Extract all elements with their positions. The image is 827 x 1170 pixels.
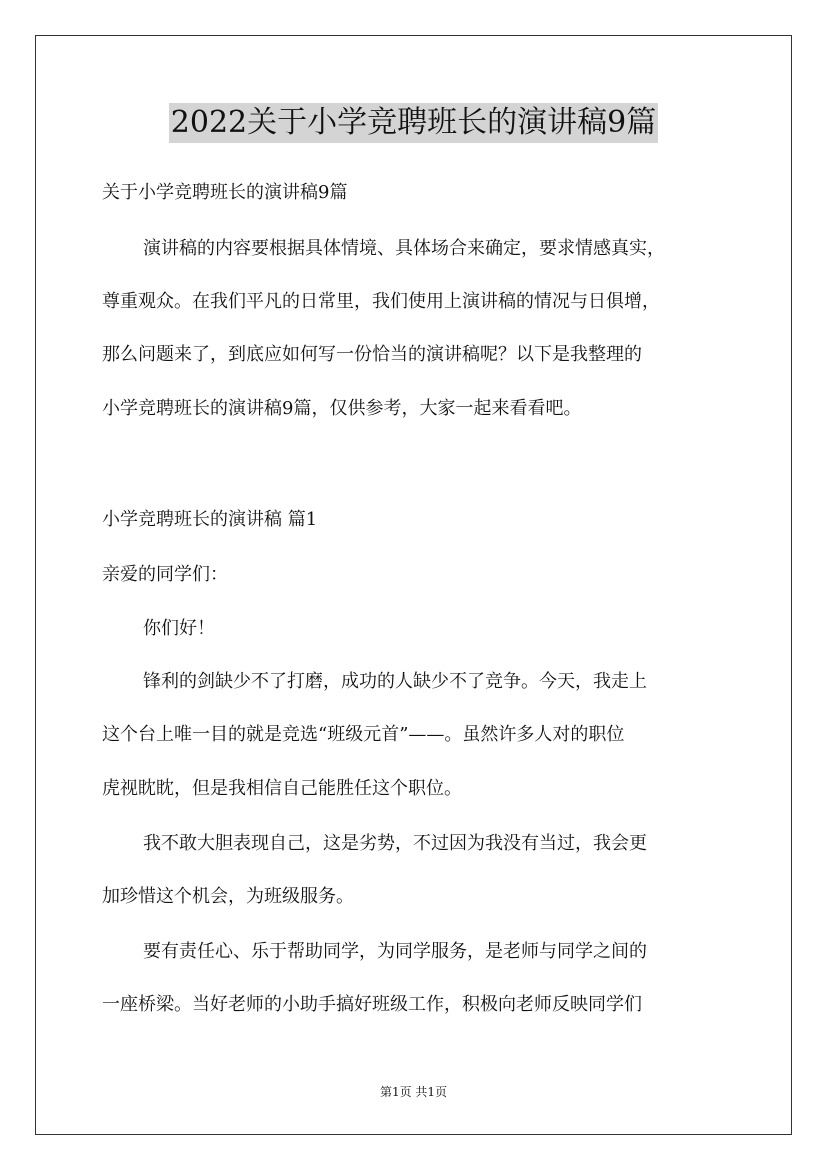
salutation: 亲爱的同学们： [102, 564, 228, 585]
page-footer: 第1页 共1页 [379, 1085, 448, 1099]
intro-line-2: 尊重观众。在我们平凡的日常里，我们使用上演讲稿的情况与日俱增， [102, 291, 660, 312]
body-line-6: 要有责任心、乐于帮助同学，为同学服务，是老师与同学之间的 [143, 941, 647, 962]
body-line-1: 锋利的剑缺少不了打磨，成功的人缺少不了竞争。今天，我走上 [143, 671, 647, 692]
document-title-wrapper [0, 102, 827, 143]
document-subtitle: 关于小学竞聘班长的演讲稿9篇 [102, 182, 348, 203]
body-line-5: 加珍惜这个机会，为班级服务。 [102, 886, 354, 907]
body-line-4: 我不敢大胆表现自己，这是劣势，不过因为我没有当过，我会更 [143, 833, 647, 854]
section-heading: 小学竞聘班长的演讲稿 篇1 [102, 509, 318, 530]
body-line-2: 这个台上唯一目的就是竞选“班级元首”——。虽然许多人对的职位 [102, 724, 625, 745]
intro-line-4: 小学竞聘班长的演讲稿9篇，仅供参考，大家一起来看看吧。 [102, 398, 582, 419]
intro-line-1: 演讲稿的内容要根据具体情境、具体场合来确定，要求情感真实， [143, 238, 665, 259]
intro-line-3: 那么问题来了，到底应如何写一份恰当的演讲稿呢？以下是我整理的 [102, 344, 642, 365]
body-line-3: 虎视眈眈，但是我相信自己能胜任这个职位。 [102, 778, 462, 799]
document-title: 2022关于小学竞聘班长的演讲稿9篇 [169, 103, 658, 143]
greeting: 你们好！ [143, 618, 215, 639]
body-line-7: 一座桥梁。当好老师的小助手搞好班级工作，积极向老师反映同学们 [102, 994, 642, 1015]
